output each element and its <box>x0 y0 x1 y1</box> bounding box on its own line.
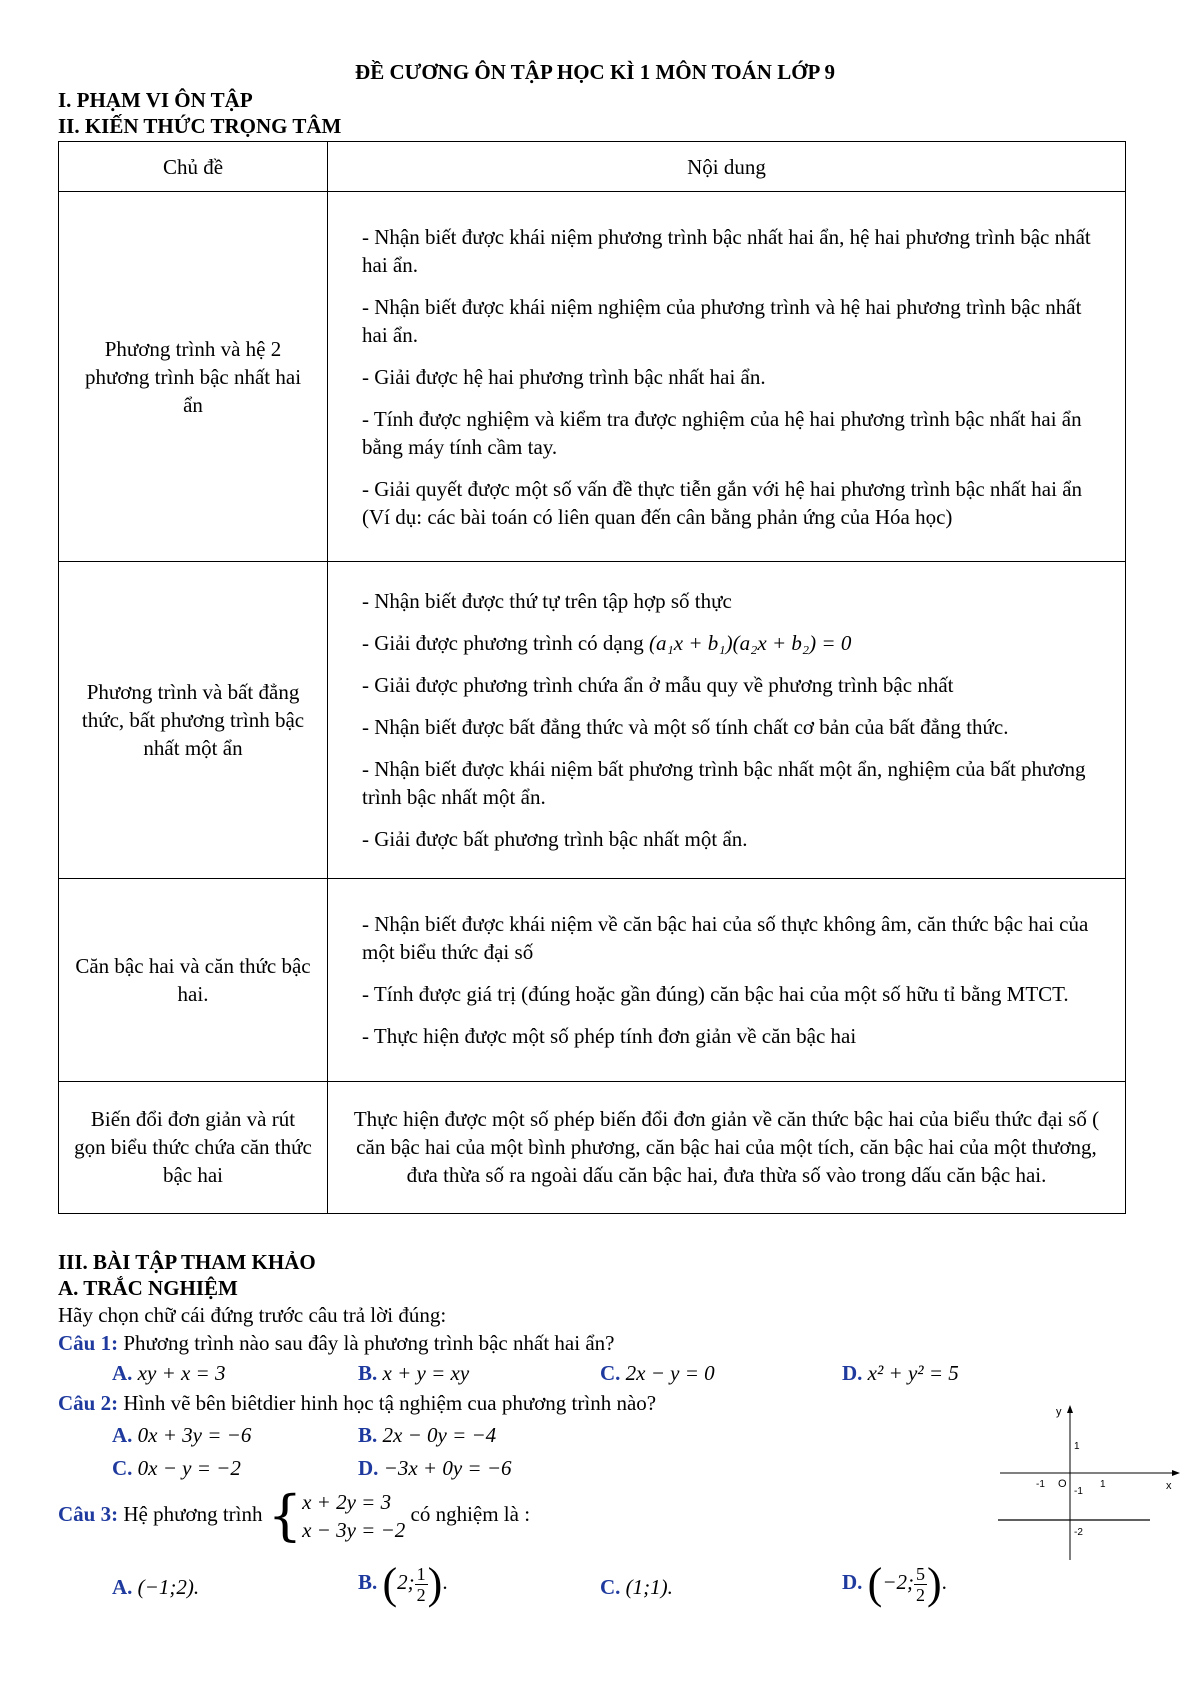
fraction-denominator: 2 <box>916 1584 925 1605</box>
option-text: 2x − y = 0 <box>625 1361 715 1385</box>
content-cell: Thực hiện được một số phép biến đổi đơn giản về căn thức bậc hai của biểu thức đại số ( căn bậc hai của một bình phương, căn bậc hai của một tích, căn bậc hai của một thương, đưa thừa số ra ngoài dấu căn bậc hai, đưa thừa số vào trong dấu căn bậc hai. <box>328 1081 1126 1213</box>
system-brace: { <box>267 1484 303 1547</box>
content-item: - Nhận biết được thứ tự trên tập hợp số thực <box>362 589 732 614</box>
option-text: (1;1). <box>625 1575 673 1599</box>
equation-line: x + 2y = 3 <box>302 1490 392 1514</box>
option-text: 0x − y = −2 <box>137 1456 241 1480</box>
option-letter: B. <box>358 1569 378 1594</box>
content-item: - Nhận biết được khái niệm phương trình bậc nhất hai ẩn, hệ hai phương trình bậc nhất hai ẩn. <box>362 224 1091 277</box>
x-tick-label: -1 <box>1036 1479 1045 1490</box>
option-text: −2; <box>882 1569 914 1594</box>
knowledge-table <box>58 141 1126 1214</box>
option-letter: A. <box>112 1575 133 1599</box>
table-row <box>59 879 1126 1082</box>
content-item <box>362 629 1107 657</box>
content-cell <box>328 562 1126 879</box>
section-heading-key-knowledge: II. KIẾN THỨC TRỌNG TÂM <box>58 114 342 138</box>
content-item: - Nhận biết được khái niệm về căn bậc hai của số thực không âm, căn thức bậc hai của một biểu thức đại số <box>362 911 1089 964</box>
option-text: (−1;2). <box>137 1575 200 1599</box>
content-cell <box>328 879 1126 1082</box>
option-letter: C. <box>112 1456 133 1480</box>
option-letter: A. <box>112 1361 133 1385</box>
y-tick-label: -2 <box>1074 1527 1083 1538</box>
option-text: 2; <box>397 1569 415 1594</box>
fraction-numerator: 1 <box>416 1563 426 1584</box>
option-text: xy + x = 3 <box>137 1361 226 1385</box>
option-letter: B. <box>358 1361 378 1385</box>
instruction-text: Hãy chọn chữ cái đứng trước câu trả lời đúng: <box>58 1303 447 1327</box>
question-2 <box>58 1391 656 1416</box>
content-item: - Giải được hệ hai phương trình bậc nhất hai ẩn. <box>362 364 766 389</box>
option-d[interactable] <box>358 1456 512 1481</box>
page-title: ĐỀ CƯƠNG ÔN TẬP HỌC KÌ 1 MÔN TOÁN LỚP 9 <box>355 60 835 84</box>
paren-open: ( <box>867 1559 883 1608</box>
product-equation-formula: (a₁x + b₁)(a₂x + b₂) = 0 <box>649 631 852 656</box>
option-c[interactable] <box>600 1575 673 1600</box>
paren-close: ) <box>927 1559 942 1608</box>
origin-label: O <box>1058 1478 1067 1490</box>
question-3 <box>58 1484 531 1547</box>
section-heading-multiple-choice: A. TRẮC NGHIỆM <box>58 1276 238 1300</box>
table-row <box>59 562 1126 879</box>
content-item: - Giải được phương trình chứa ẩn ở mẫu quy về phương trình bậc nhất <box>362 673 954 698</box>
x-tick-label: 1 <box>1100 1479 1106 1490</box>
topic-cell: Biến đổi đơn giản và rút gọn biểu thức chứa căn thức bậc hai <box>59 1081 328 1213</box>
x-axis-arrow <box>1172 1470 1180 1476</box>
content-item: - Tính được giá trị (đúng hoặc gần đúng) căn bậc hai của một số hữu tỉ bằng MTCT. <box>362 981 1069 1006</box>
question-label: Câu 3: <box>58 1501 119 1526</box>
question-text: Hệ phương trình <box>123 1501 263 1526</box>
question-text: có nghiệm là : <box>410 1501 531 1526</box>
option-b[interactable] <box>358 1361 469 1386</box>
content-item: - Nhận biết được khái niệm bất phương trình bậc nhất một ẩn, nghiệm của bất phương trình bậc nhất một ẩn. <box>362 757 1086 810</box>
fraction-denominator: 2 <box>416 1584 426 1605</box>
question-label: Câu 1: <box>58 1331 119 1355</box>
topic-cell: Phương trình và bất đẳng thức, bất phương trình bậc nhất một ẩn <box>59 562 328 879</box>
option-letter: B. <box>358 1423 378 1447</box>
topic-cell: Phương trình và hệ 2 phương trình bậc nhất hai ẩn <box>59 192 328 562</box>
paren-close: ) <box>427 1559 443 1608</box>
header-content: Nội dung <box>328 142 1126 192</box>
section-heading-exercises: III. BÀI TẬP THAM KHẢO <box>58 1250 316 1274</box>
option-text: 0x + 3y = −6 <box>137 1423 252 1447</box>
question-text: Phương trình nào sau đây là phương trình bậc nhất hai ẩn? <box>123 1331 615 1355</box>
table-header-row <box>59 142 1126 192</box>
option-letter: D. <box>842 1361 863 1385</box>
x-axis-label: x <box>1166 1480 1172 1492</box>
option-letter: C. <box>600 1575 621 1599</box>
paren-open: ( <box>382 1559 398 1608</box>
option-text: 2x − 0y = −4 <box>382 1423 497 1447</box>
equation-system <box>302 1488 405 1544</box>
content-cell <box>328 192 1126 562</box>
table-row <box>59 1081 1126 1213</box>
content-item: - Giải được bất phương trình bậc nhất một ẩn. <box>362 827 748 852</box>
option-a[interactable] <box>112 1361 225 1386</box>
option-b[interactable] <box>358 1559 448 1608</box>
content-item: - Nhận biết được bất đẳng thức và một số tính chất cơ bản của bất đẳng thức. <box>362 715 1009 740</box>
option-d[interactable] <box>842 1361 959 1386</box>
header-topic: Chủ đề <box>59 142 328 192</box>
content-item: - Tính được nghiệm và kiểm tra được nghiệm của hệ hai phương trình bậc nhất hai ẩn bằng máy tính cầm tay. <box>362 406 1082 459</box>
option-d[interactable] <box>842 1559 947 1608</box>
option-letter: A. <box>112 1423 133 1447</box>
coordinate-graph <box>990 1405 1180 1565</box>
y-axis-label: y <box>1056 1406 1062 1418</box>
topic-cell: Căn bậc hai và căn thức bậc hai. <box>59 879 328 1082</box>
fraction <box>914 1564 927 1605</box>
option-letter: C. <box>600 1361 621 1385</box>
y-axis-arrow <box>1067 1405 1073 1413</box>
fraction-numerator: 5 <box>916 1563 925 1584</box>
question-text: Hình vẽ bên biêtdier hinh học tậ nghiệm cua phương trình nào? <box>123 1391 657 1415</box>
option-letter: D. <box>358 1456 379 1480</box>
option-text: x² + y² = 5 <box>867 1361 959 1385</box>
y-tick-label: -1 <box>1074 1486 1083 1497</box>
y-tick-label: 1 <box>1074 1441 1080 1452</box>
option-a[interactable] <box>112 1423 251 1448</box>
option-text: . <box>442 1569 448 1594</box>
question-1 <box>58 1331 614 1356</box>
option-letter: D. <box>842 1569 863 1594</box>
content-item: - Nhận biết được khái niệm nghiệm của phương trình và hệ hai phương trình bậc nhất hai ẩn. <box>362 294 1082 347</box>
option-text: x + y = xy <box>382 1361 470 1385</box>
table-row <box>59 192 1126 562</box>
fraction <box>415 1564 428 1605</box>
content-item: - Giải quyết được một số vấn đề thực tiễn gắn với hệ hai phương trình bậc nhất hai ẩn (Ví dụ: các bài toán có liên quan đến cân bằng phản ứng của Hóa học) <box>362 476 1083 529</box>
content-item-text: - Giải được phương trình có dạng <box>362 631 644 656</box>
option-text: . <box>941 1569 947 1594</box>
option-text: −3x + 0y = −6 <box>383 1456 512 1480</box>
option-b[interactable] <box>358 1423 496 1448</box>
question-label: Câu 2: <box>58 1391 119 1415</box>
content-item: - Thực hiện được một số phép tính đơn giản về căn bậc hai <box>362 1023 857 1048</box>
option-c[interactable] <box>112 1456 241 1481</box>
option-a[interactable] <box>112 1575 199 1600</box>
equation-line: x − 3y = −2 <box>302 1518 406 1542</box>
section-heading-scope: I. PHẠM VI ÔN TẬP <box>58 88 253 112</box>
option-c[interactable] <box>600 1361 715 1386</box>
